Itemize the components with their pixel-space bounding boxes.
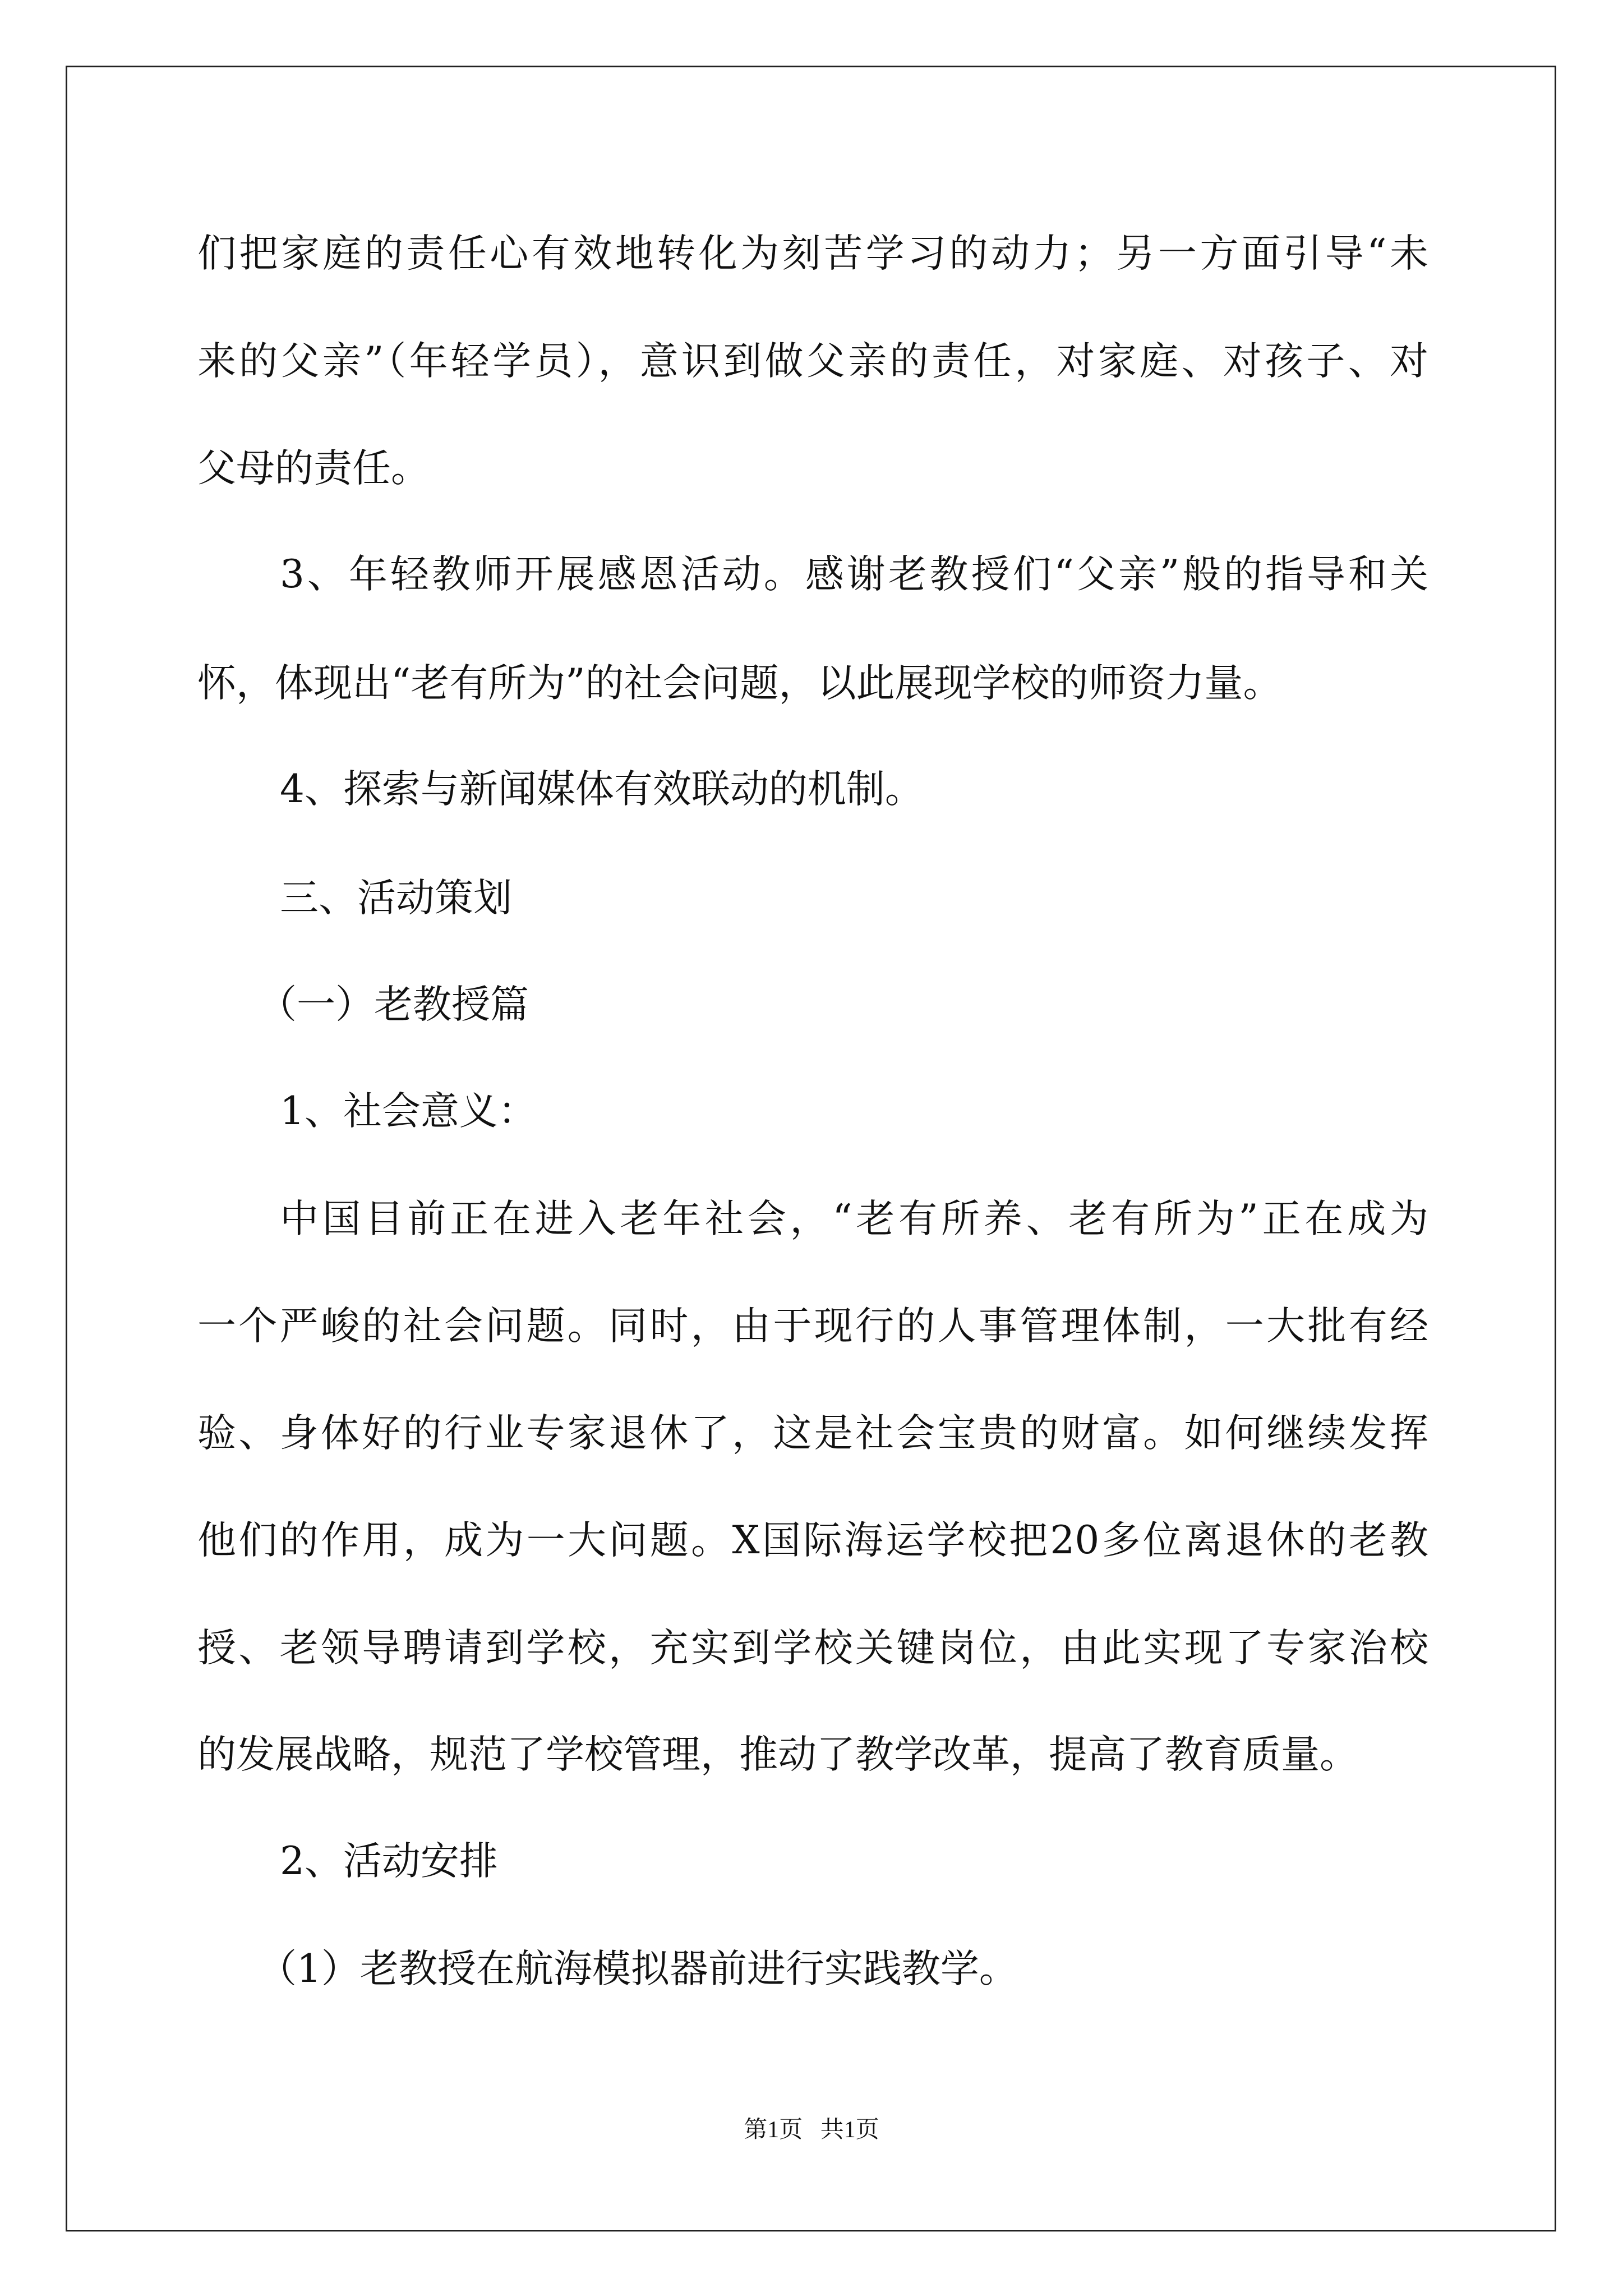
paragraph-line: 3、年轻教师开展感恩活动。感谢老教授们“父亲”般的指导和关 (280, 552, 1428, 597)
item-heading: 2、活动安排 (280, 1839, 498, 1884)
subsection-heading: （一）老教授篇 (258, 982, 529, 1027)
paragraph-line: 们把家庭的责任心有效地转化为刻苦学习的动力；另一方面引导“未 (197, 231, 1428, 276)
paragraph-line: 怀，体现出“老有所为”的社会问题，以此展现学校的师资力量。 (197, 661, 1282, 706)
paragraph-line: 4、探索与新闻媒体有效联动的机制。 (280, 767, 924, 812)
list-item: （1）老教授在航海模拟器前进行实践教学。 (258, 1947, 1018, 1991)
paragraph-line: 来的父亲”（年轻学员），意识到做父亲的责任，对家庭、对孩子、对 (197, 339, 1428, 384)
item-heading: 1、社会意义： (280, 1089, 537, 1134)
page-frame (66, 66, 1556, 2231)
paragraph-line: 的发展战略，规范了学校管理，推动了教学改革，提高了教育质量。 (197, 1732, 1358, 1777)
paragraph-line: 验、身体好的行业专家退休了，这是社会宝贵的财富。如何继续发挥 (197, 1411, 1428, 1456)
paragraph-line: 中国目前正在进入老年社会，“老有所养、老有所为”正在成为 (280, 1197, 1428, 1241)
page-number-footer: 第1页 共1页 (744, 2117, 879, 2143)
paragraph-line: 父母的责任。 (197, 446, 430, 491)
paragraph-line: 一个严峻的社会问题。同时，由于现行的人事管理体制，一大批有经 (197, 1304, 1428, 1349)
paragraph-line: 授、老领导聘请到学校，充实到学校关键岗位，由此实现了专家治校 (197, 1626, 1428, 1671)
paragraph-line: 他们的作用，成为一大问题。X国际海运学校把20多位离退休的老教 (197, 1518, 1428, 1563)
section-heading: 三、活动策划 (280, 876, 512, 921)
